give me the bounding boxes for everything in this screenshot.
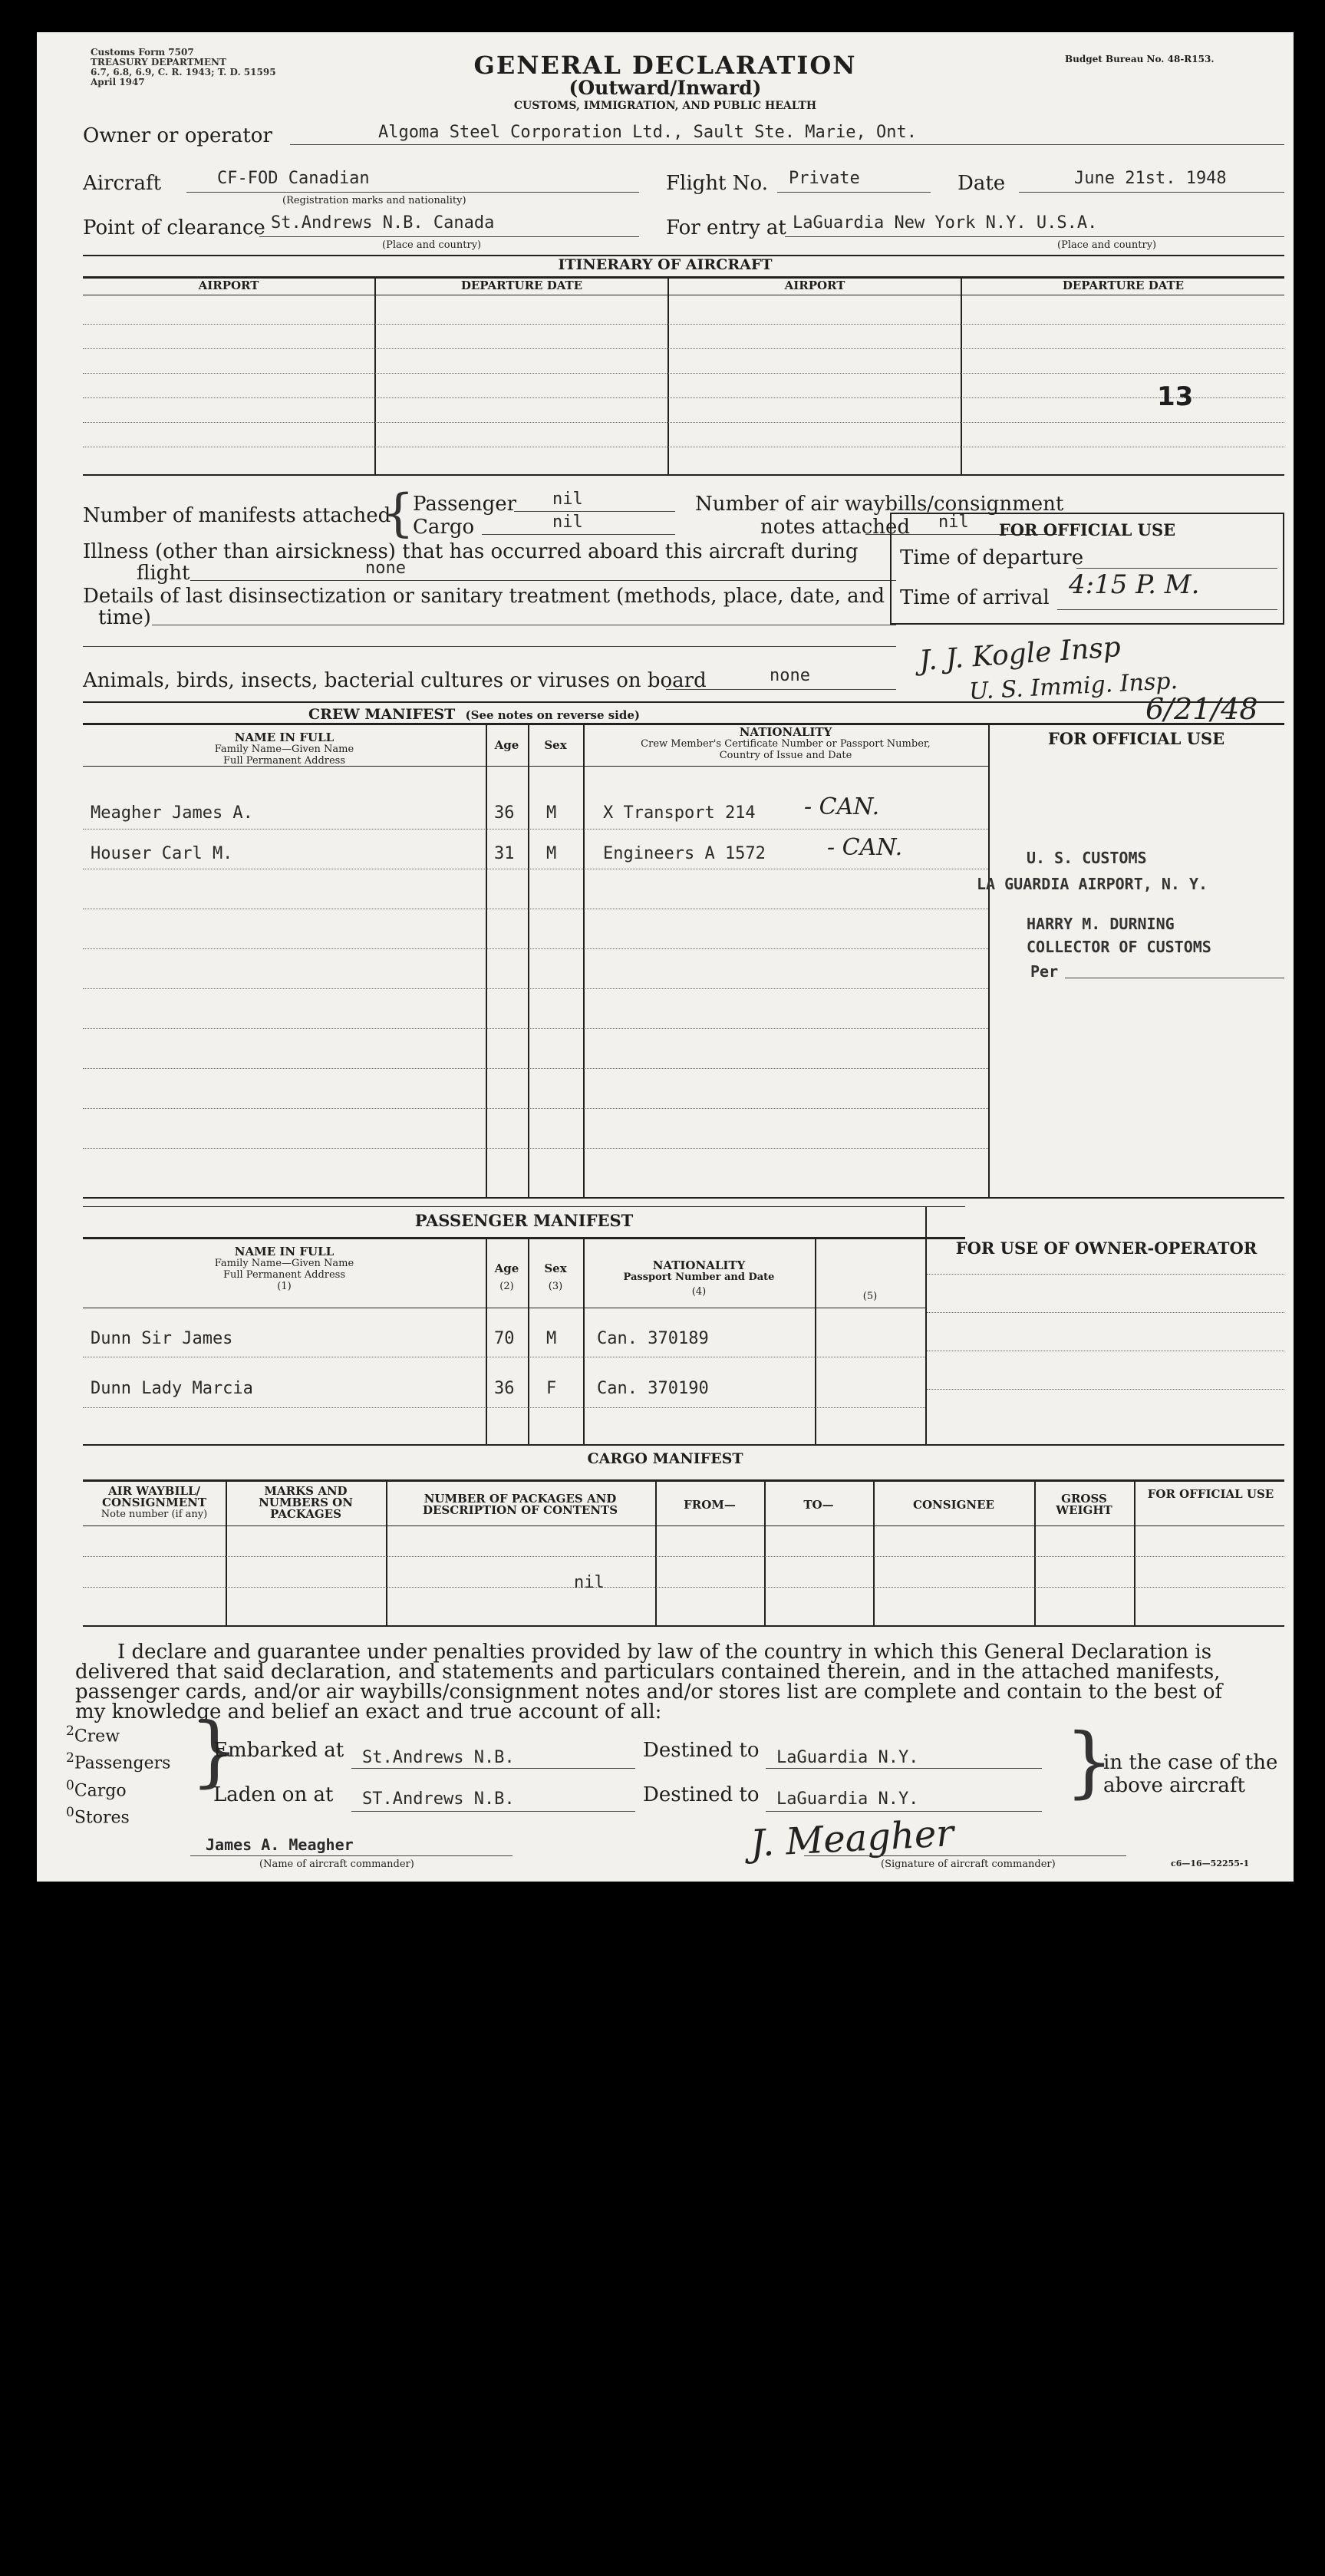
entry-value: LaGuardia New York N.Y. U.S.A. <box>793 213 1098 233</box>
cargo-col-marks: MARKS AND NUMBERS ON PACKAGES <box>259 1484 353 1521</box>
passenger-col-name <box>83 1246 486 1292</box>
owner-operator-use-title: FOR USE OF OWNER-OPERATOR <box>955 1239 1257 1258</box>
destined-label-2: Destined to <box>643 1783 760 1806</box>
embarked-value: St.Andrews N.B. <box>362 1748 515 1767</box>
cargo-manifest-title: CARGO MANIFEST <box>587 1450 743 1467</box>
budget-number: Budget Bureau No. 48-R153. <box>1065 54 1215 64</box>
crew-row-1-note: - CAN. <box>804 793 880 820</box>
cargo-nil-value: nil <box>574 1573 605 1592</box>
clearance-label: Point of clearance <box>83 216 265 239</box>
page-number: 13 <box>1157 381 1194 412</box>
regulation-ref: 6.7, 6.8, 6.9, C. R. 1943; T. D. 51595 <box>91 67 276 78</box>
crew-official-use-title: FOR OFFICIAL USE <box>1047 729 1225 748</box>
passenger-col-nat-num: (4) <box>691 1286 707 1298</box>
count-stores <box>66 1802 170 1829</box>
passenger-col-sex <box>528 1263 583 1292</box>
inspector-title: U. S. Immig. Insp. <box>968 667 1178 706</box>
cargo-col-consignee: CONSIGNEE <box>913 1498 994 1512</box>
form-number: Customs Form 7507 <box>91 47 194 58</box>
passenger-row-1-name: Dunn Sir James <box>91 1329 233 1348</box>
owner-value: Algoma Steel Corporation Ltd., Sault Ste. Marie, Ont. <box>378 123 917 142</box>
departure-time-label: Time of departure <box>900 546 1084 569</box>
disinsect-label: Details of last disinsectization or sanitary treatment (methods, place, date, and <box>83 585 885 608</box>
case-text-line1: in the case of the <box>1103 1751 1278 1774</box>
cargo-col-waybill-sub: Note number (if any) <box>101 1509 208 1520</box>
flight-value: Private <box>789 169 860 188</box>
arrival-time-label: Time of arrival <box>900 586 1050 609</box>
form-title: GENERAL DECLARATION <box>473 51 857 80</box>
destined-value-2: LaGuardia N.Y. <box>776 1789 919 1809</box>
inspection-date: 6/21/48 <box>1145 692 1258 726</box>
passenger-manifest-title: PASSENGER MANIFEST <box>414 1211 634 1230</box>
passenger-row-1-age: 70 <box>494 1329 515 1348</box>
passenger-row-2-passport: Can. 370190 <box>597 1379 709 1398</box>
crew-col-nationality <box>583 727 988 761</box>
illness-label: Illness (other than airsickness) that has occurred aboard this aircraft during <box>83 540 859 563</box>
itinerary-title: ITINERARY OF AIRCRAFT <box>558 256 773 273</box>
aircraft-label: Aircraft <box>83 172 162 195</box>
arrival-time-value: 4:15 P. M. <box>1069 569 1200 600</box>
passenger-col-sex-num: (3) <box>548 1281 563 1292</box>
crew-row-2-name: Houser Carl M. <box>91 844 233 863</box>
count-crew-num: 2 <box>66 1723 74 1739</box>
manifests-label: Number of manifests attached <box>83 504 391 527</box>
count-crew-label: Crew <box>74 1727 120 1746</box>
crew-col-name-title: NAME IN FULL <box>234 731 335 744</box>
embarked-label: Embarked at <box>213 1739 344 1762</box>
customs-stamp-line5: Per <box>1030 962 1059 981</box>
passenger-col-nat-title: NATIONALITY <box>652 1258 746 1272</box>
itinerary-col-airport-1: AIRPORT <box>198 279 259 292</box>
owner-label: Owner or operator <box>83 124 272 147</box>
itinerary-col-airport-2: AIRPORT <box>784 279 845 292</box>
waybills-value: nil <box>938 513 969 532</box>
print-code: c6—16—52255-1 <box>1171 1859 1250 1869</box>
passenger-col-age <box>486 1263 528 1292</box>
illness-label-2: flight <box>137 562 190 585</box>
crew-row-1-cert: X Transport 214 <box>603 803 756 823</box>
passenger-row-2-age: 36 <box>494 1379 515 1398</box>
passenger-col-age-title: Age <box>494 1262 519 1275</box>
commander-signature: J. Meagher <box>749 1812 955 1865</box>
disinsect-label-2: time) <box>98 606 151 629</box>
manifest-cargo-label: Cargo <box>413 516 475 539</box>
form-direction: (Outward/Inward) <box>569 77 762 99</box>
declaration-text: I declare and guarantee under penalties provided by law of the country in which this General Declaration is delivered that said declaration, and statements and particulars contained therein, and in the attached manifests, passenger cards, and/or air waybills/consignment notes and/or stores list are complete and contain to the best of my knowledge and belief an exact and true account of all: <box>75 1641 1223 1723</box>
count-stores-num: 0 <box>66 1804 74 1820</box>
count-passengers <box>66 1747 170 1774</box>
cargo-col-waybill-title: AIR WAYBILL/ CONSIGNMENT <box>102 1484 206 1509</box>
passenger-row-1-sex: M <box>546 1329 557 1348</box>
department: TREASURY DEPARTMENT <box>91 57 226 68</box>
destined-value-1: LaGuardia N.Y. <box>776 1748 919 1767</box>
crew-row-2-cert: Engineers A 1572 <box>603 844 766 863</box>
itinerary-col-date-2: DEPARTURE DATE <box>1062 279 1185 292</box>
crew-note: (See notes on reverse side) <box>465 708 640 722</box>
passenger-col-5: (5) <box>862 1291 878 1302</box>
laden-label: Laden on at <box>213 1783 334 1806</box>
waybills-label-2: notes attached <box>760 516 911 539</box>
cargo-col-official: FOR OFFICIAL USE <box>1147 1487 1274 1501</box>
passenger-col-name-title: NAME IN FULL <box>234 1245 335 1258</box>
crew-col-nat-sub2: Country of Issue and Date <box>719 750 852 761</box>
passenger-col-nationality <box>583 1260 815 1298</box>
manifest-cargo-value: nil <box>552 513 583 532</box>
aircraft-sublabel: (Registration marks and nationality) <box>282 195 466 206</box>
manifest-passenger-label: Passenger <box>413 493 517 516</box>
cargo-col-weight: GROSS WEIGHT <box>1056 1492 1112 1517</box>
cargo-col-from: FROM— <box>684 1498 736 1512</box>
crew-col-name <box>83 732 486 767</box>
passenger-row-2-sex: F <box>546 1379 557 1398</box>
crew-col-nat-title: NATIONALITY <box>739 725 832 739</box>
crew-row-2-sex: M <box>546 844 557 863</box>
crew-col-name-sub1: Family Name—Given Name <box>214 744 354 755</box>
passenger-row-1-passport: Can. 370189 <box>597 1329 709 1348</box>
form-date: April 1947 <box>91 77 145 87</box>
passenger-col-name-sub2: Full Permanent Address <box>222 1269 346 1281</box>
manifest-passenger-value: nil <box>552 490 583 509</box>
waybills-label: Number of air waybills/consignment <box>695 493 1064 516</box>
count-passengers-num: 2 <box>66 1750 74 1766</box>
count-cargo-label: Cargo <box>74 1780 127 1800</box>
crew-manifest-title <box>37 706 911 723</box>
crew-row-1-sex: M <box>546 803 557 823</box>
commander-signature-label: (Signature of aircraft commander) <box>881 1859 1056 1870</box>
count-stores-label: Stores <box>74 1808 130 1828</box>
inspector-signature: J. J. Kogle Insp <box>918 631 1122 678</box>
declaration-form <box>37 32 1294 1882</box>
customs-stamp-line1: U. S. CUSTOMS <box>1027 849 1147 867</box>
commander-name-label: (Name of aircraft commander) <box>259 1859 414 1870</box>
passenger-col-nat-sub: Passport Number and Date <box>623 1272 775 1283</box>
entry-label: For entry at <box>666 216 786 239</box>
crew-col-nat-sub1: Crew Member's Certificate Number or Passport Number, <box>641 738 931 750</box>
destined-label-1: Destined to <box>643 1739 760 1762</box>
itinerary-col-date-1: DEPARTURE DATE <box>460 279 583 292</box>
crew-row-1-name: Meagher James A. <box>91 803 253 823</box>
passenger-row-2-name: Dunn Lady Marcia <box>91 1379 253 1398</box>
aircraft-brace: } <box>1065 1717 1114 1806</box>
case-text-line2: above aircraft <box>1103 1774 1245 1797</box>
crew-title-text: CREW MANIFEST <box>308 706 456 723</box>
animals-label: Animals, birds, insects, bacterial cultures or viruses on board <box>83 669 707 692</box>
passenger-col-name-num: (1) <box>277 1281 292 1292</box>
animals-value: none <box>770 666 810 685</box>
passenger-col-name-sub1: Family Name—Given Name <box>214 1258 354 1269</box>
count-passengers-label: Passengers <box>74 1753 171 1773</box>
crew-col-sex: Sex <box>544 738 567 752</box>
declaration-counts <box>66 1720 170 1829</box>
date-label: Date <box>957 172 1006 195</box>
cargo-col-to: TO— <box>803 1498 834 1512</box>
customs-stamp-line4: COLLECTOR OF CUSTOMS <box>1027 938 1211 956</box>
entry-sublabel: (Place and country) <box>1057 239 1157 251</box>
clearance-sublabel: (Place and country) <box>382 239 482 251</box>
crew-row-2-note: - CAN. <box>827 834 903 861</box>
official-use-title: FOR OFFICIAL USE <box>998 520 1176 539</box>
crew-col-age: Age <box>494 738 519 752</box>
count-crew <box>66 1720 170 1747</box>
count-cargo <box>66 1775 170 1802</box>
counts-brace: } <box>190 1706 239 1796</box>
illness-value: none <box>365 559 406 578</box>
cargo-col-waybill <box>83 1486 226 1520</box>
aircraft-value: CF-FOD Canadian <box>217 169 370 188</box>
crew-row-1-age: 36 <box>494 803 515 823</box>
clearance-value: St.Andrews N.B. Canada <box>271 213 495 233</box>
customs-stamp-line3: HARRY M. DURNING <box>1027 915 1175 933</box>
manifests-brace: { <box>382 483 414 543</box>
flight-label: Flight No. <box>666 172 768 195</box>
passenger-col-sex-title: Sex <box>544 1262 567 1275</box>
cargo-col-packages: NUMBER OF PACKAGES AND DESCRIPTION OF CONTENTS <box>422 1492 618 1517</box>
count-cargo-num: 0 <box>66 1777 74 1793</box>
customs-stamp-line2: LA GUARDIA AIRPORT, N. Y. <box>977 875 1208 893</box>
crew-row-2-age: 31 <box>494 844 515 863</box>
crew-col-name-sub2: Full Permanent Address <box>222 755 346 767</box>
passenger-col-age-num: (2) <box>499 1281 514 1292</box>
commander-name: James A. Meagher <box>206 1836 354 1854</box>
date-value: June 21st. 1948 <box>1074 169 1227 188</box>
laden-value: ST.Andrews N.B. <box>362 1789 515 1809</box>
form-agencies: CUSTOMS, IMMIGRATION, AND PUBLIC HEALTH <box>513 100 817 112</box>
